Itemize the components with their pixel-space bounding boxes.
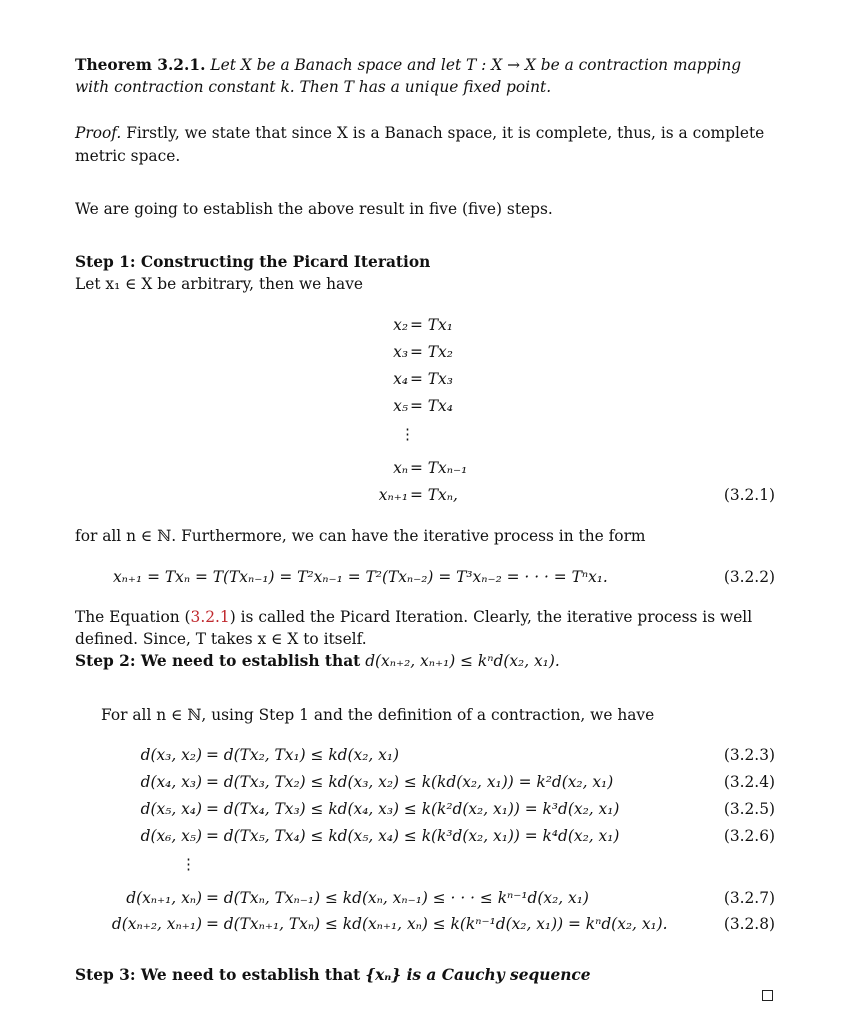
intro-paragraph: We are going to establish the above result in five (five) steps. xyxy=(75,200,553,218)
eq-rhs: = Txₙ₋₁ xyxy=(410,459,468,477)
eq-rhs: = d(Tx₂, Tx₁) ≤ kd(x₂, x₁) xyxy=(206,746,400,764)
qed-square-icon xyxy=(762,990,773,1001)
theorem-line-2: with contraction constant k. Then T has a unique fixed point. xyxy=(75,78,552,96)
equation-tag: (3.2.5) xyxy=(723,800,775,818)
note-text-a: The Equation ( xyxy=(75,608,191,626)
equation-tag: (3.2.6) xyxy=(723,827,775,845)
proof-text-1: Firstly, we state that since X is a Banach space, it is complete, thus, is a complete xyxy=(126,124,765,142)
eq-lhs: xₙ₊₁ xyxy=(378,486,408,504)
equation-tag: (3.2.1) xyxy=(723,486,775,504)
eq-lhs: d(xₙ₊₂, xₙ₊₁) xyxy=(111,915,202,933)
step2-text: For all n ∈ ℕ, using Step 1 and the definition of a contraction, we have xyxy=(101,706,655,724)
note-text-b: ) is called the Picard Iteration. Clearly, the iterative process is well xyxy=(229,608,753,626)
eq-lhs: d(x₅, x₄) xyxy=(140,800,202,818)
eq-lhs: x₅ xyxy=(393,397,408,415)
theorem-label: Theorem 3.2.1. xyxy=(75,56,206,74)
eq-lhs: xₙ xyxy=(393,459,408,477)
eq-rhs: = Tx₂ xyxy=(410,343,453,361)
theorem-line-1 xyxy=(75,54,775,76)
step1-text: Let x₁ ∈ X be arbitrary, then we have xyxy=(75,275,364,293)
vertical-ellipsis: ⋮ xyxy=(400,425,415,443)
theorem-statement-1: Let X be a Banach space and let T : X → X be a contraction mapping xyxy=(210,56,742,74)
eq-rhs: = d(Txₙ₊₁, Txₙ) ≤ kd(xₙ₊₁, xₙ) ≤ k(kⁿ⁻¹d(x₂, x₁)) = kⁿd(x₂, x₁). xyxy=(206,915,668,933)
eq-lhs: d(x₆, x₅) xyxy=(140,827,202,845)
equation-tag: (3.2.3) xyxy=(723,746,775,764)
eq-rhs: = d(Tx₅, Tx₄) ≤ kd(x₅, x₄) ≤ k(k³d(x₂, x₁)) = k⁴d(x₂, x₁) xyxy=(206,827,620,845)
eq-rhs: = d(Tx₃, Tx₂) ≤ kd(x₃, x₂) ≤ k(kd(x₂, x₁)) = k²d(x₂, x₁) xyxy=(206,773,614,791)
eq-lhs: d(x₃, x₂) xyxy=(140,746,202,764)
eq-rhs: = d(Txₙ, Txₙ₋₁) ≤ kd(xₙ, xₙ₋₁) ≤ · · · ≤ kⁿ⁻¹d(x₂, x₁) xyxy=(206,889,589,907)
equation-reference-link[interactable]: 3.2.1 xyxy=(190,608,230,626)
equation-tag: (3.2.7) xyxy=(723,889,775,907)
eq-rhs: = Tx₄ xyxy=(410,397,453,415)
eq-lhs: x₃ xyxy=(393,343,408,361)
step1-after-text: for all n ∈ ℕ. Furthermore, we can have the iterative process in the form xyxy=(75,527,646,545)
equation-tag: (3.2.8) xyxy=(723,915,775,933)
eq-lhs: d(xₙ₊₁, xₙ) xyxy=(126,889,202,907)
vertical-ellipsis: ⋮ xyxy=(181,855,196,873)
step3-heading-text: Step 3: We need to establish that xyxy=(75,966,361,984)
eq-rhs: = d(Tx₄, Tx₃) ≤ kd(x₄, x₃) ≤ k(k²d(x₂, x₁)) = k³d(x₂, x₁) xyxy=(206,800,620,818)
eq-rhs: = Tx₁ xyxy=(410,316,453,334)
eq-rhs: = Tx₃ xyxy=(410,370,453,388)
proof-line-2: metric space. xyxy=(75,147,181,165)
proof-label: Proof. xyxy=(75,124,122,142)
eq-lhs: d(x₄, x₃) xyxy=(140,773,202,791)
step1-heading: Step 1: Constructing the Picard Iteration xyxy=(75,253,431,271)
step2-heading xyxy=(75,650,560,672)
step2-heading-text: Step 2: We need to establish that xyxy=(75,652,361,670)
eq-lhs: x₄ xyxy=(393,370,408,388)
picard-note-line-1 xyxy=(75,606,775,628)
equation-tag: (3.2.2) xyxy=(723,568,775,586)
picard-note-line-2: defined. Since, T takes x ∈ X to itself. xyxy=(75,630,367,648)
eq-rhs: = Txₙ, xyxy=(410,486,458,504)
step3-heading-math: {xₙ} is a Cauchy sequence xyxy=(365,966,591,984)
equation-tag: (3.2.4) xyxy=(723,773,775,791)
proof-line-1 xyxy=(75,122,775,144)
eq-lhs: x₂ xyxy=(393,316,408,334)
iteration-equation: xₙ₊₁ = Txₙ = T(Txₙ₋₁) = T²xₙ₋₁ = T²(Txₙ₋₂) = T³xₙ₋₂ = · · · = Tⁿx₁. xyxy=(113,568,608,586)
step3-heading xyxy=(75,964,591,986)
step2-heading-math: d(xₙ₊₂, xₙ₊₁) ≤ kⁿd(x₂, x₁). xyxy=(365,652,560,670)
